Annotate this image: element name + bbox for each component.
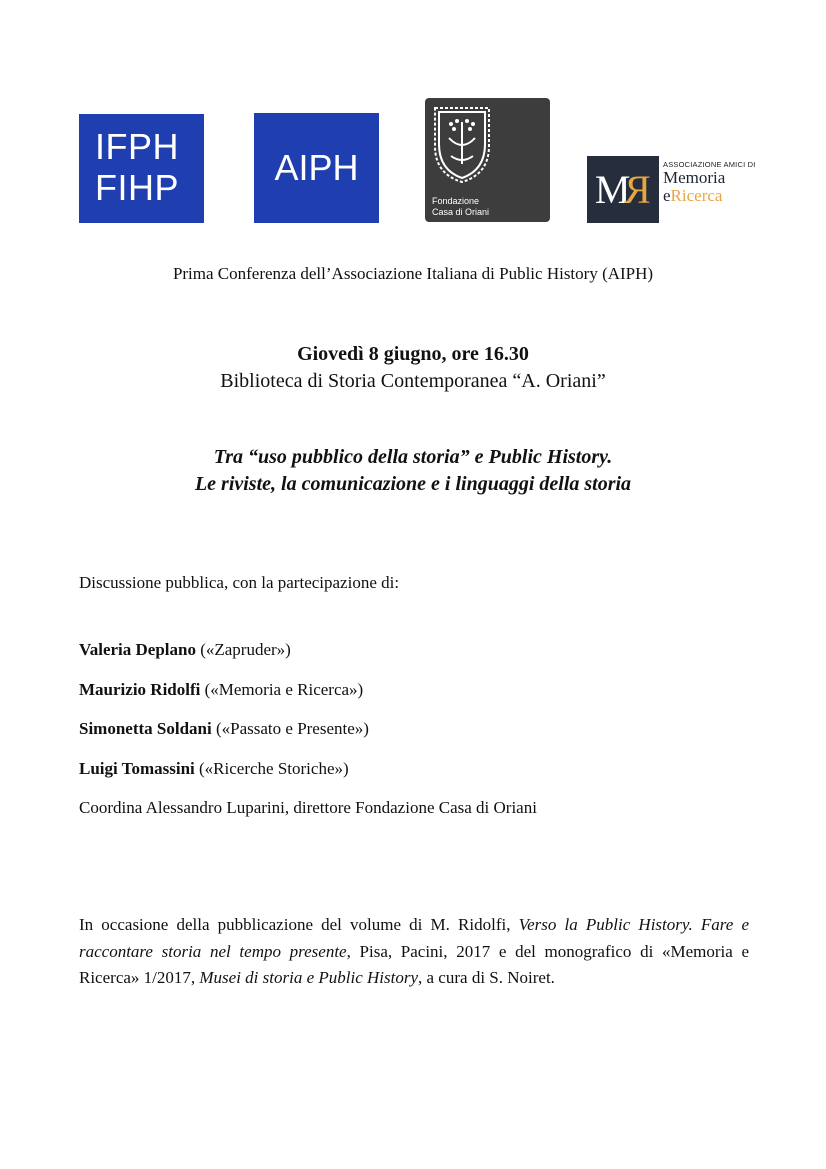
speaker-journal: («Ricerche Storiche») [194,759,349,778]
ifph-logo-line2: FIHP [95,167,180,208]
mr-name-ricerca: Ricerca [670,186,723,205]
mr-monogram-r: R [627,167,652,212]
publication-text-3: , a cura di S. Noiret. [418,968,555,987]
ifph-logo [79,114,204,223]
speaker-journal: («Passato e Presente») [211,719,369,738]
mr-association-label: ASSOCIAZIONE AMICI DI [663,160,756,169]
speaker-name: Luigi Tomassini [79,759,195,778]
fondazione-oriani-logo [425,98,550,222]
mr-monogram [587,156,659,223]
event-date: Giovedì 8 giugno, ore 16.30 [297,343,529,365]
publication-note [79,912,749,992]
event-title-line2: Le riviste, la comunicazione e i linguaggi della storia [194,473,632,495]
mr-name-line2 [663,187,756,205]
discussion-intro: Discussione pubblica, con la partecipazione di: [79,573,400,592]
oriani-emblem-icon [429,104,495,184]
speaker-item [79,759,349,779]
publication-text-1: In occasione della pubblicazione del volume di M. Ridolfi, [79,915,519,934]
memoria-ricerca-logo [587,156,756,223]
speaker-name: Valeria Deplano [79,640,196,659]
speaker-name: Maurizio Ridolfi [79,680,201,699]
aiph-logo [254,113,379,223]
mr-name-e: e [663,186,671,205]
speaker-journal: («Zapruder») [195,640,291,659]
conference-title: Prima Conferenza dell’Associazione Italiana di Public History (AIPH) [172,264,654,283]
publication-book-title: Verso la Public History. Fare e raccontare storia nel tempo presente [79,915,749,961]
event-venue: Biblioteca di Storia Contemporanea “A. Oriani” [220,370,606,392]
publication-issue-title: Musei di storia e Public History [199,968,419,987]
event-title-line1: Tra “uso pubblico della storia” e Public History. [213,446,613,468]
aiph-logo-text: AIPH [274,147,359,188]
speaker-item [79,719,369,739]
mr-monogram-m: M [594,167,628,212]
oriani-logo-line2: Casa di Oriani [432,207,490,217]
speaker-item [79,680,363,700]
speaker-journal: («Memoria e Ricerca») [200,680,364,699]
speaker-item [79,640,291,660]
publication-text-2: , Pisa, Pacini, 2017 e del monografico di «Memoria e Ricerca» 1/2017, [79,941,749,987]
oriani-logo-line1: Fondazione [432,196,480,206]
ifph-logo-line1: IFPH [95,126,180,167]
mr-name-line1: Memoria [663,168,726,187]
speaker-name: Simonetta Soldani [79,719,212,738]
coordinator: Coordina Alessandro Luparini, direttore Fondazione Casa di Oriani [79,798,537,817]
